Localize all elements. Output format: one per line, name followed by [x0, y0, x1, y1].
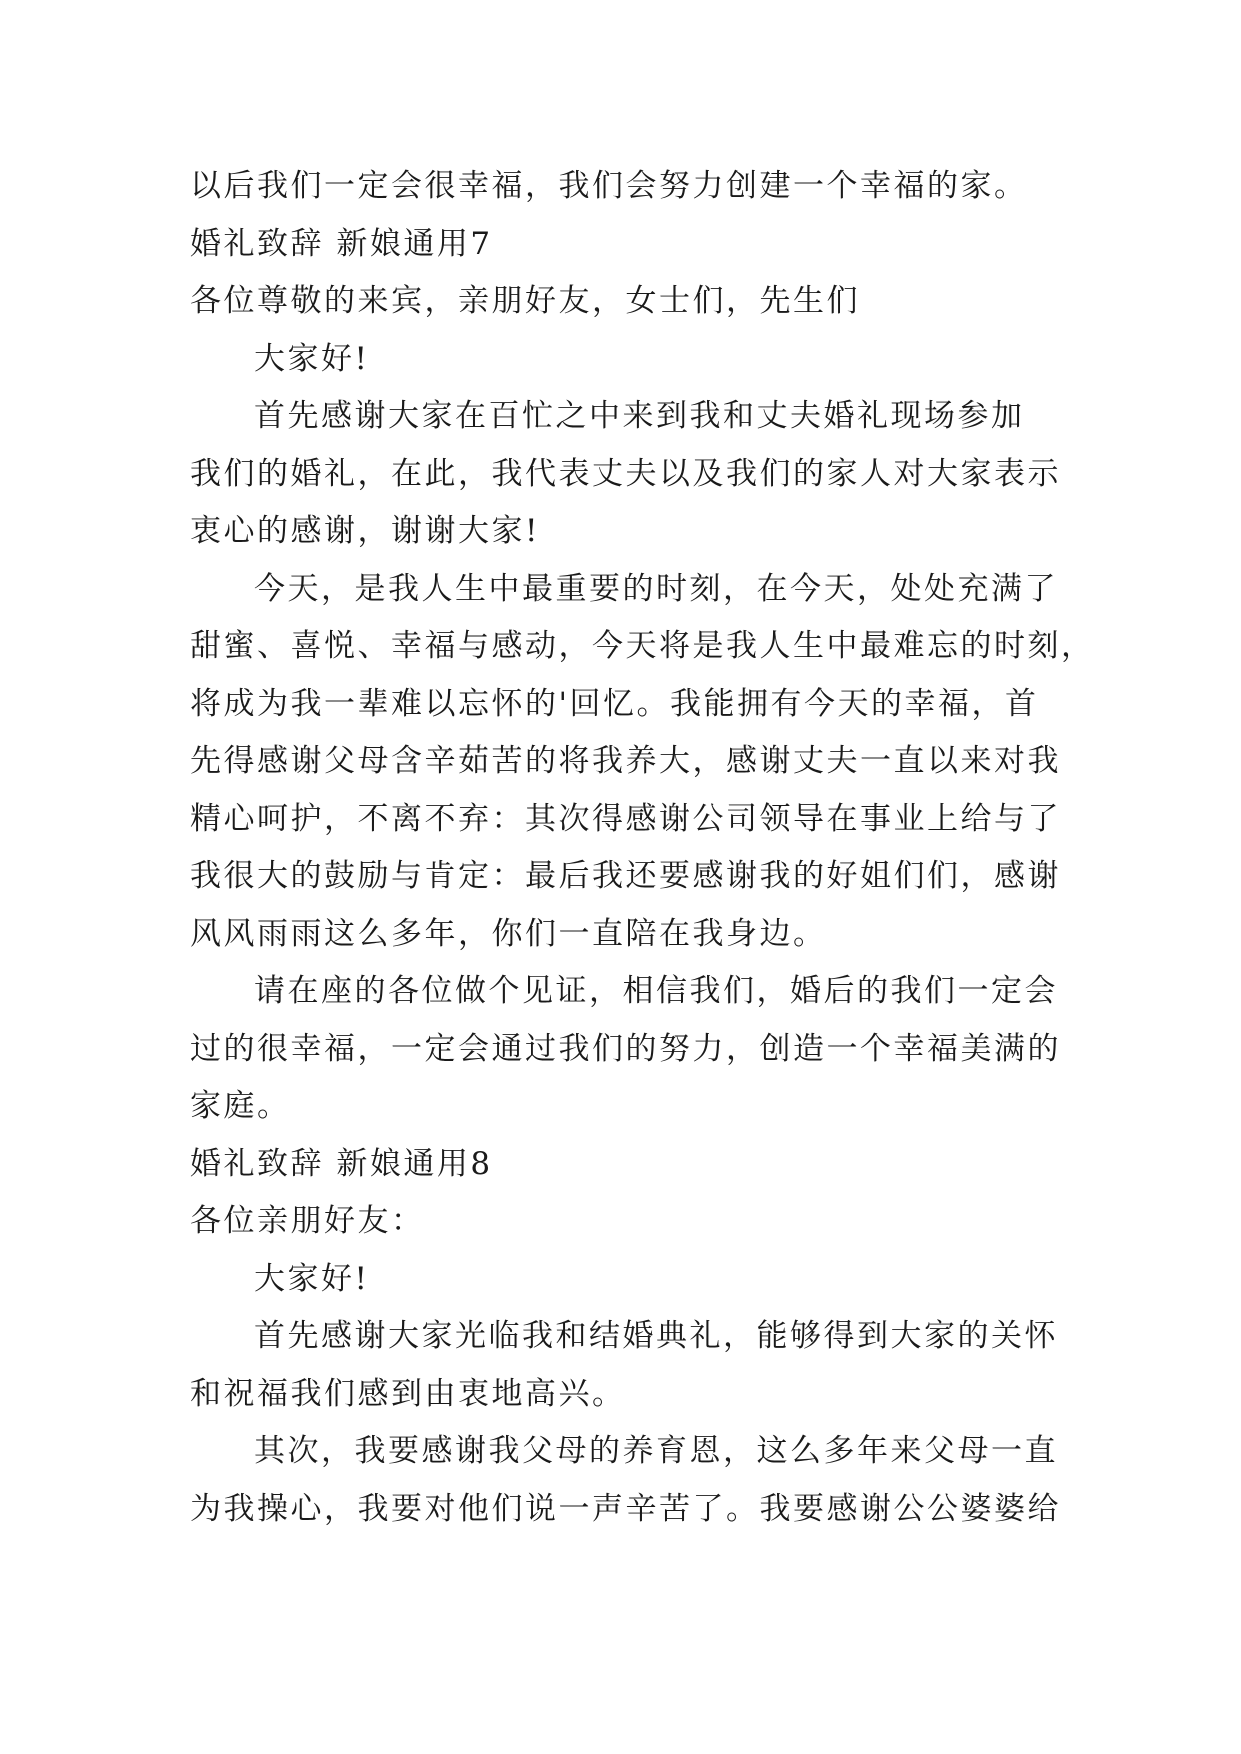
text-line: 首先感谢大家光临我和结婚典礼，能够得到大家的关怀	[254, 1318, 1058, 1354]
text-line: 为我操心，我要对他们说一声辛苦了。我要感谢公公婆婆给	[190, 1490, 1061, 1527]
salutation: 各位尊敬的来宾，亲朋好友，女士们，先生们	[190, 283, 860, 319]
greeting: 大家好!	[254, 340, 370, 377]
text-line: 风风雨雨这么多年，你们一直陪在我身边。	[190, 915, 827, 952]
document-body	[190, 158, 1095, 1538]
greeting: 大家好!	[254, 1260, 370, 1297]
section-heading: 婚礼致辞 新娘通用7	[190, 225, 493, 262]
text-line: 和祝福我们感到由衷地高兴。	[190, 1375, 626, 1412]
text-line: 我很大的鼓励与肯定：最后我还要感谢我的好姐们们，感谢	[190, 858, 1061, 894]
text-line: 以后我们一定会很幸福，我们会努力创建一个幸福的家。	[190, 168, 1028, 204]
text-line: 精心呵护，不离不弃：其次得感谢公司领导在事业上给与了	[190, 800, 1061, 837]
text-line: 先得感谢父母含辛茹苦的将我养大，感谢丈夫一直以来对我	[190, 743, 1061, 779]
text-line: 衷心的感谢，谢谢大家!	[190, 513, 540, 549]
text-line: 将成为我一辈难以忘怀的'回忆。我能拥有今天的幸福，首	[190, 685, 1039, 722]
text-line: 今天，是我人生中最重要的时刻，在今天，处处充满了	[254, 570, 1058, 607]
text-line: 甜蜜、喜悦、幸福与感动，今天将是我人生中最难忘的时刻，	[190, 628, 1095, 664]
text-line: 过的很幸福，一定会通过我们的努力，创造一个幸福美满的	[190, 1030, 1061, 1067]
text-line: 家庭。	[190, 1088, 291, 1124]
salutation: 各位亲朋好友：	[190, 1203, 425, 1239]
text-line: 其次，我要感谢我父母的养育恩，这么多年来父母一直	[254, 1433, 1058, 1469]
text-line: 首先感谢大家在百忙之中来到我和丈夫婚礼现场参加	[254, 398, 1025, 434]
section-heading: 婚礼致辞 新娘通用8	[190, 1145, 493, 1182]
text-line: 请在座的各位做个见证，相信我们，婚后的我们一定会	[254, 973, 1058, 1009]
text-line: 我们的婚礼，在此，我代表丈夫以及我们的家人对大家表示	[190, 455, 1061, 492]
